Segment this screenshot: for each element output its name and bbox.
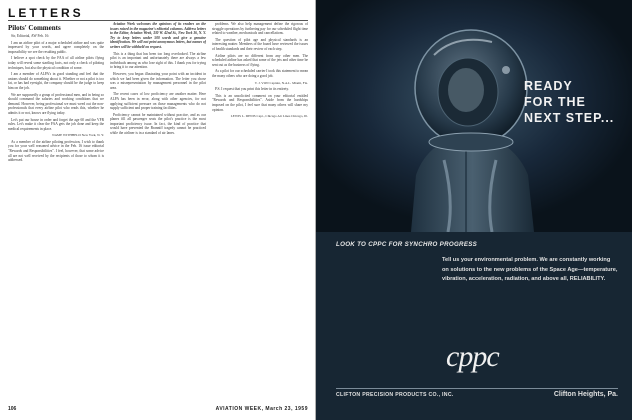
paragraph: I am an airline pilot of a major scheduled airline and was quite impressed by your words, and agree completely on the impossibility we see the resulting public. (8, 40, 104, 54)
ad-tagline: LOOK TO CPPC FOR SYNCHRO PROGRESS (336, 241, 478, 248)
publication-line: AVIATION WEEK, March 23, 1959 (215, 406, 308, 412)
paragraph: P.S. I request that you print this letter in its entirety. (215, 87, 289, 92)
letter-heading: Pilots' Comments (8, 24, 61, 32)
masthead (8, 6, 308, 20)
paragraph: I believe a spot check by the FAA of all airline pilots flying today will reveal some startling facts, not only a check of piloting techniques, but also the physical condition of some. (8, 56, 104, 70)
letter-signature: LEWIS L. DENIS Capt., Chicago Air Lines Chicago, Ill. (230, 114, 308, 119)
ad-body-copy: Tell us your environmental problem. We are constantly working on solutions to the new problems of the Space Age—temperature, vibration, acceleration, radiation, and above all, RELIABILITY. (442, 257, 618, 283)
paragraph: I am a member of ALPA's in good standing and feel that the unions should do something about it. Whether or not a pilot is too fat, or has bad eyesight, the company should be the judge to keep him on the job. (8, 72, 104, 90)
paragraph: This is a thing that has been too long overlooked. The airline pilot is an important and unfortunately there are always a few individuals among us who lose sight of this. I thank you for trying to bring it to our attention. (110, 51, 206, 70)
column-2 (110, 22, 206, 400)
column-3 (212, 22, 308, 400)
paragraph: Airline pilots are no different from any other men. The scheduled airline has asked that some of the jets and other time be sent out as the business of flying. (212, 53, 308, 67)
paragraph: However, you began illustrating your point with an incident in which we had been given the information. The letter you chose was a misrepresentation by management personnel in the pilot area. (110, 71, 206, 90)
letters-columns (8, 22, 308, 400)
letter-signature: T. J. VON Captain, N.A.L. Miami, Fla. (254, 80, 308, 85)
ad-headline (524, 78, 628, 126)
column-1 (8, 22, 104, 400)
paragraph: The recent cases of low proficiency are another matter. Here ALPA has been in error, along with other agencies, for not applying sufficient pressure on those managements who do not supply sufficient and proper training facilities. (110, 92, 206, 111)
company-logo (446, 340, 516, 386)
paragraph: This is an unsolicited comment on your editorial entitled "Rewards and Responsibilities". Aside from the hardships imposed on the pilot, I feel sure that many others will share my opinion. (212, 93, 308, 112)
paragraph: We are supposedly a group of professional men, and in being so should command the salaries and working conditions that we demand. However, being professional we must weed out the non-professionals that every airline pilot who reads this, whether he admits it or not, knows are flying today. (8, 92, 104, 115)
company-name: CLIFTON PRECISION PRODUCTS CO., INC. (336, 392, 454, 398)
paragraph: The question of pilot age and physical standards is an interesting matter. Members of the board have reviewed the issues of health standards and their review of each step. (212, 37, 308, 51)
paragraph: As a pilot for our scheduled carrier I took this statement to mean the many others who are doing a good job. (212, 69, 308, 78)
paragraph: Sir, Editorial, AW Feb. 16: (11, 34, 50, 38)
paragraph: As a member of the airline piloting profession, I wish to thank you for your well reasoned advice in the Feb. 16 issue editorial "Rewards and Responsibilities". I feel, however, that some advice all are not well received by the recipients of those to whom it is addressed. (8, 139, 104, 163)
company-city: Clifton Heights, Pa. (553, 391, 618, 398)
section-title: LETTERS (8, 6, 84, 20)
headline-line: READY (524, 79, 573, 93)
letter-signature: NAME WITHHELD New York, N. Y. (52, 133, 104, 138)
page-number: 106 (8, 406, 17, 412)
masthead-rule (8, 20, 308, 21)
paragraph: Proficiency cannot be maintained without practice, and as our planes fill all passenger seats the pilot's practice is the most important proficiency issue. In fact, the kind of practice that would have prevented the Branniff tragedy cannot be practiced while the airliner is in a standard of air lanes. (110, 112, 206, 136)
ad-footer (336, 388, 618, 400)
headline-line: NEXT STEP... (524, 111, 615, 125)
advertisement-page (316, 0, 632, 420)
paragraph: problems. We also help management define the rigorous of struggle operations by furthering pay for our scheduled flight time related to weather, mechanicals and cancellations. (212, 22, 308, 36)
paragraph: Let's put our house in order and forget the age 60 and the VFR rules. Let's make it clear the FAA gets the job done and keep the medical requirements in place. (8, 117, 104, 131)
headline-line: FOR THE (524, 95, 586, 109)
logo-wordmark: cppc (446, 340, 499, 373)
page-footer (8, 404, 308, 414)
editor-note: Aviation Week welcomes the opinions of its readers on the issues raised in the magazine's editorial columns. Address letters to the Editor, Aviation Week, 330 W. 42nd St., New York 36, N. Y. Try to keep letters under 500 words and give a genuine identification. We will not print anonymous letters, but names of writers will be withheld on request. (110, 22, 206, 49)
